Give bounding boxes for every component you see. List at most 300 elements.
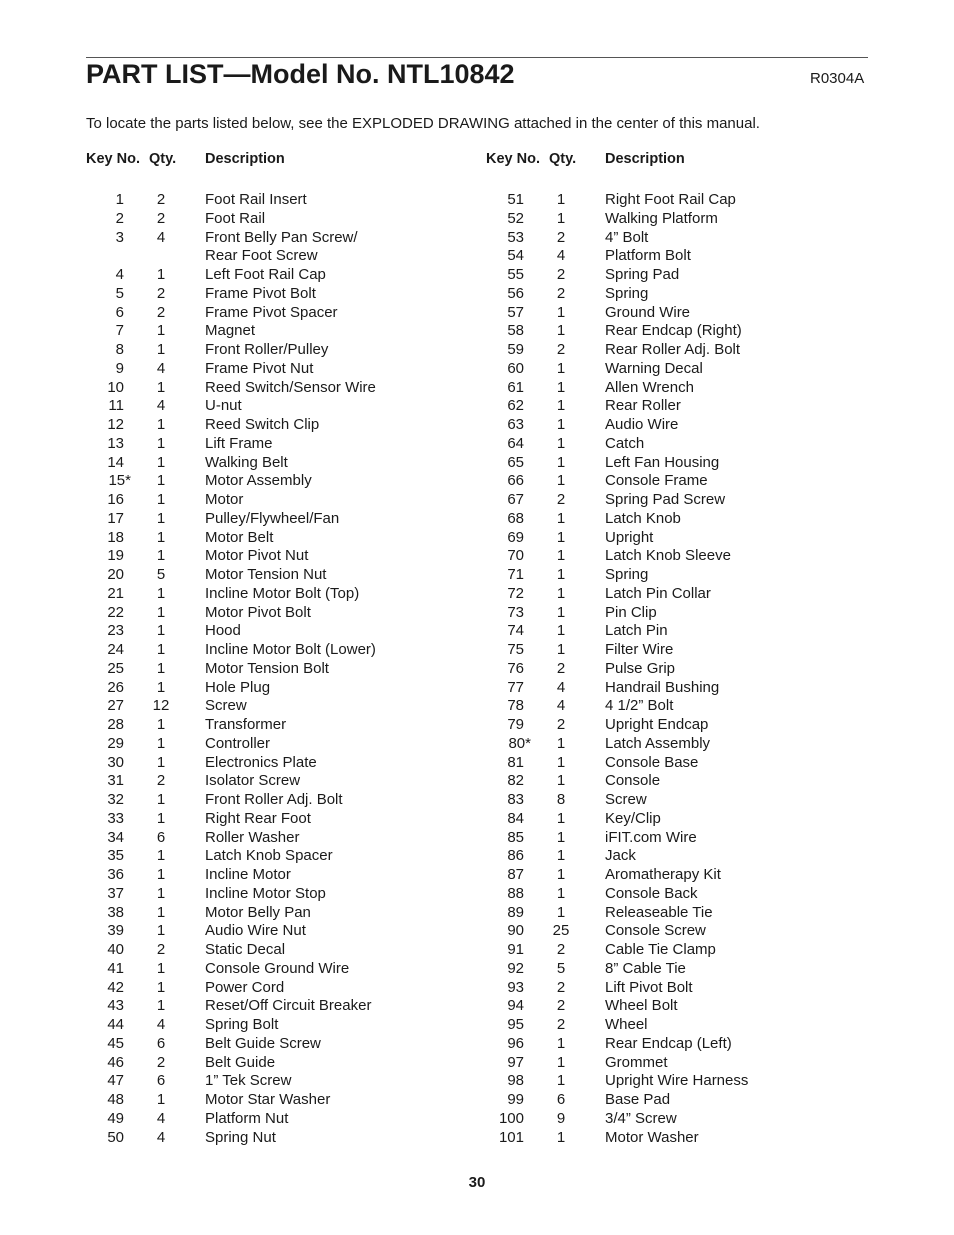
key-number: 63 xyxy=(507,416,524,433)
quantity: 4 xyxy=(556,697,566,715)
part-description: Warning Decal xyxy=(605,359,703,377)
key-number: 38 xyxy=(107,903,124,921)
quantity: 1 xyxy=(156,753,166,771)
key-number: 76 xyxy=(507,659,524,677)
quantity: 1 xyxy=(556,584,566,602)
quantity: 2 xyxy=(556,659,566,677)
quantity: 1 xyxy=(556,416,566,433)
quantity: 1 xyxy=(156,959,166,977)
key-number: 51 xyxy=(507,191,524,208)
key-number: 24 xyxy=(107,641,124,658)
part-description: Incline Motor xyxy=(205,866,291,883)
quantity: 2 xyxy=(556,716,566,733)
part-description: Spring Bolt xyxy=(205,1016,279,1033)
key-number: 1 xyxy=(115,191,124,208)
part-description: Audio Wire xyxy=(605,416,679,433)
part-description: Screw xyxy=(205,697,247,715)
key-number: 47 xyxy=(107,1072,124,1090)
quantity: 1 xyxy=(156,322,166,340)
document-code: R0304A xyxy=(810,70,865,87)
page-number: 30 xyxy=(468,1174,486,1191)
quantity: 1 xyxy=(556,603,566,621)
key-number: 6 xyxy=(115,303,124,321)
part-description: Incline Motor Bolt (Top) xyxy=(205,584,360,602)
key-number: 9 xyxy=(115,359,124,377)
quantity: 6 xyxy=(156,1034,166,1052)
part-description: Rear Endcap (Left) xyxy=(605,1034,732,1052)
key-number: 77 xyxy=(507,678,524,696)
quantity: 1 xyxy=(156,453,166,471)
quantity: 5 xyxy=(156,566,166,583)
quantity: 1 xyxy=(556,772,566,790)
key-number: 21 xyxy=(107,584,124,602)
part-description: Console xyxy=(605,772,661,790)
key-number: 34 xyxy=(107,828,124,846)
part-description: Spring Pad xyxy=(605,266,680,283)
key-number: 28 xyxy=(107,716,124,733)
part-description: Latch Assembly xyxy=(605,734,711,752)
part-description: Console Frame xyxy=(605,472,708,490)
quantity: 1 xyxy=(156,491,166,508)
key-number: 42 xyxy=(107,978,124,996)
key-number: 59 xyxy=(507,341,524,358)
part-description: Console Back xyxy=(605,884,698,902)
quantity: 1 xyxy=(156,678,166,696)
key-number: 66 xyxy=(507,472,524,490)
part-description: Controller xyxy=(205,734,271,752)
key-number: 60 xyxy=(507,359,524,377)
quantity: 6 xyxy=(156,1072,166,1090)
key-number: 80* xyxy=(508,734,531,752)
part-description: Lift Pivot Bolt xyxy=(605,978,693,996)
quantity: 2 xyxy=(156,772,166,790)
quantity: 1 xyxy=(156,884,166,902)
quantity: 1 xyxy=(156,434,166,452)
quantity: 1 xyxy=(556,809,566,827)
part-description: Spring Nut xyxy=(205,1128,276,1146)
key-number: 48 xyxy=(107,1091,124,1108)
key-number: 45 xyxy=(107,1034,124,1052)
quantity: 1 xyxy=(556,622,566,640)
quantity: 1 xyxy=(556,359,566,377)
quantity: 1 xyxy=(556,641,566,658)
quantity: 5 xyxy=(556,959,566,977)
quantity: 1 xyxy=(156,641,166,658)
key-number: 61 xyxy=(507,378,524,396)
quantity: 1 xyxy=(156,584,166,602)
quantity: 1 xyxy=(156,997,166,1015)
part-description: Rear Roller xyxy=(605,397,681,415)
key-number: 85 xyxy=(507,828,524,846)
part-description: 1” Tek Screw xyxy=(205,1072,292,1090)
quantity: 1 xyxy=(156,922,166,940)
part-description: 8” Cable Tie xyxy=(605,959,686,977)
quantity: 1 xyxy=(156,416,166,433)
key-number: 96 xyxy=(507,1034,524,1052)
quantity: 4 xyxy=(556,678,566,696)
key-number: 54 xyxy=(507,247,524,265)
key-number: 92 xyxy=(507,959,524,977)
part-description: Reed Switch Clip xyxy=(205,416,320,433)
key-number: 71 xyxy=(507,566,524,583)
key-number: 72 xyxy=(507,584,524,602)
quantity: 8 xyxy=(556,791,566,808)
key-number: 16 xyxy=(107,491,124,508)
key-number: 7 xyxy=(115,322,124,340)
qty-header: Qty. xyxy=(549,151,577,167)
quantity: 2 xyxy=(556,491,566,508)
part-description: Power Cord xyxy=(205,978,285,996)
description-header: Description xyxy=(205,151,285,167)
quantity: 1 xyxy=(556,191,566,208)
key-number: 49 xyxy=(107,1109,124,1127)
part-description: Upright Endcap xyxy=(605,716,709,733)
part-description: Aromatherapy Kit xyxy=(605,866,721,883)
key-number: 83 xyxy=(507,791,524,808)
part-description: Walking Belt xyxy=(205,453,288,471)
part-description: Hole Plug xyxy=(205,678,271,696)
part-description: Console Screw xyxy=(605,922,706,940)
key-number: 82 xyxy=(507,772,524,790)
key-number: 44 xyxy=(107,1016,124,1033)
key-number: 53 xyxy=(507,228,524,246)
key-number: 65 xyxy=(507,453,524,471)
part-description: Front Roller Adj. Bolt xyxy=(205,791,343,808)
part-description: Frame Pivot Nut xyxy=(205,359,314,377)
key-number: 10 xyxy=(107,378,124,396)
key-number: 35 xyxy=(107,847,124,865)
quantity: 1 xyxy=(556,753,566,771)
part-description: U-nut xyxy=(205,397,242,415)
key-number: 91 xyxy=(507,941,524,958)
description-header: Description xyxy=(605,151,685,167)
part-description: Right Foot Rail Cap xyxy=(605,191,736,208)
key-number: 15* xyxy=(108,472,131,490)
quantity: 25 xyxy=(552,922,570,940)
quantity: 2 xyxy=(556,266,566,283)
quantity: 2 xyxy=(556,978,566,996)
part-description: Walking Platform xyxy=(605,209,718,227)
part-description: Motor Pivot Nut xyxy=(205,547,309,565)
part-description: 4 1/2” Bolt xyxy=(605,697,674,715)
part-description: Pulley/Flywheel/Fan xyxy=(205,509,340,527)
part-description: Front Belly Pan Screw/ xyxy=(205,228,358,246)
part-description: Rear Roller Adj. Bolt xyxy=(605,341,741,358)
quantity: 1 xyxy=(556,1034,566,1052)
key-number: 2 xyxy=(115,209,124,227)
quantity: 1 xyxy=(156,266,166,283)
quantity: 1 xyxy=(156,847,166,865)
part-description: Motor Star Washer xyxy=(205,1091,331,1108)
part-description: Motor Washer xyxy=(605,1128,699,1146)
quantity: 4 xyxy=(156,1109,166,1127)
part-description: Ground Wire xyxy=(605,303,691,321)
quantity: 4 xyxy=(156,1128,166,1146)
part-description: Foot Rail Insert xyxy=(205,191,307,208)
key-number: 11 xyxy=(108,397,124,415)
part-description: Platform Nut xyxy=(205,1109,289,1127)
key-number: 46 xyxy=(107,1053,124,1071)
quantity: 1 xyxy=(556,472,566,490)
key-number: 39 xyxy=(107,922,124,940)
key-number: 74 xyxy=(507,622,524,640)
key-number: 93 xyxy=(507,978,524,996)
key-number: 70 xyxy=(507,547,524,565)
quantity: 1 xyxy=(156,809,166,827)
key-number: 36 xyxy=(107,866,124,883)
key-number: 94 xyxy=(507,997,524,1015)
key-number: 23 xyxy=(107,622,124,640)
part-description: Frame Pivot Bolt xyxy=(205,284,316,302)
part-description: Motor Pivot Bolt xyxy=(205,603,311,621)
part-description: Left Foot Rail Cap xyxy=(205,266,326,283)
quantity: 1 xyxy=(156,341,166,358)
key-number: 26 xyxy=(107,678,124,696)
quantity: 4 xyxy=(556,247,566,265)
part-description: Latch Pin xyxy=(605,622,668,640)
quantity: 1 xyxy=(556,828,566,846)
part-description: Releaseable Tie xyxy=(605,903,713,921)
part-description: Lift Frame xyxy=(205,434,273,452)
key-number: 97 xyxy=(507,1053,524,1071)
part-description: Electronics Plate xyxy=(205,753,317,771)
quantity: 1 xyxy=(556,884,566,902)
key-number: 25 xyxy=(107,659,124,677)
key-number: 88 xyxy=(507,884,524,902)
quantity: 2 xyxy=(556,1016,566,1033)
quantity: 1 xyxy=(556,209,566,227)
key-number: 64 xyxy=(507,434,524,452)
top-rule xyxy=(86,57,868,58)
key-number: 69 xyxy=(507,528,524,546)
key-number: 12 xyxy=(107,416,124,433)
part-description: Motor xyxy=(205,491,244,508)
quantity: 2 xyxy=(556,941,566,958)
part-description: Base Pad xyxy=(605,1091,671,1108)
quantity: 6 xyxy=(156,828,166,846)
quantity: 1 xyxy=(156,472,166,490)
part-description: Jack xyxy=(605,847,636,865)
quantity: 1 xyxy=(156,734,166,752)
key-number: 19 xyxy=(107,547,124,565)
key-number: 32 xyxy=(107,791,124,808)
key-number: 90 xyxy=(507,922,524,940)
part-description: Grommet xyxy=(605,1053,668,1071)
part-description: Spring xyxy=(605,566,649,583)
key-number: 81 xyxy=(507,753,524,771)
key-number: 78 xyxy=(507,697,524,715)
quantity: 4 xyxy=(156,359,166,377)
quantity: 4 xyxy=(156,228,166,246)
part-description: Roller Washer xyxy=(205,828,300,846)
quantity: 2 xyxy=(556,997,566,1015)
part-description: Reset/Off Circuit Breaker xyxy=(205,997,372,1015)
part-description: Front Roller/Pulley xyxy=(205,341,329,358)
quantity: 1 xyxy=(156,603,166,621)
part-description: Motor Belt xyxy=(205,528,274,546)
key-header: Key No. xyxy=(486,151,540,167)
quantity: 1 xyxy=(556,734,566,752)
quantity: 2 xyxy=(556,228,566,246)
quantity: 1 xyxy=(156,622,166,640)
quantity: 1 xyxy=(556,1072,566,1090)
part-description: Motor Belly Pan xyxy=(205,903,311,921)
key-number: 68 xyxy=(507,509,524,527)
part-description: Latch Knob Spacer xyxy=(205,847,333,865)
key-number: 31 xyxy=(107,772,124,790)
part-description: Cable Tie Clamp xyxy=(605,941,716,958)
quantity: 1 xyxy=(156,378,166,396)
key-number: 67 xyxy=(507,491,524,508)
quantity: 12 xyxy=(152,697,170,715)
key-number: 75 xyxy=(507,641,524,658)
key-number: 73 xyxy=(507,603,524,621)
qty-header: Qty. xyxy=(149,151,177,167)
part-description: 4” Bolt xyxy=(605,228,649,246)
part-description: Incline Motor Bolt (Lower) xyxy=(205,641,376,658)
quantity: 6 xyxy=(556,1091,566,1108)
part-description: Motor Tension Nut xyxy=(205,566,327,583)
key-number: 79 xyxy=(507,716,524,733)
part-description: Allen Wrench xyxy=(605,378,694,396)
quantity: 1 xyxy=(156,903,166,921)
key-number: 87 xyxy=(507,866,524,883)
part-description: Spring xyxy=(605,284,649,302)
key-number: 29 xyxy=(107,734,124,752)
key-number: 33 xyxy=(107,809,124,827)
part-description: Upright xyxy=(605,528,654,546)
quantity: 4 xyxy=(156,397,166,415)
key-number: 20 xyxy=(107,566,124,583)
quantity: 4 xyxy=(156,1016,166,1033)
part-description: iFIT.com Wire xyxy=(605,828,697,846)
intro-text: To locate the parts listed below, see the EXPLODED DRAWING attached in the center of this manual. xyxy=(86,115,760,132)
quantity: 1 xyxy=(156,509,166,527)
key-number: 95 xyxy=(507,1016,524,1033)
quantity: 1 xyxy=(556,1053,566,1071)
key-number: 62 xyxy=(507,397,524,415)
part-description: Pin Clip xyxy=(605,603,657,621)
key-number: 3 xyxy=(115,228,124,246)
part-description: Key/Clip xyxy=(605,809,661,827)
quantity: 1 xyxy=(156,866,166,883)
part-description: Right Rear Foot xyxy=(205,809,311,827)
quantity: 1 xyxy=(156,659,166,677)
part-description: Belt Guide Screw xyxy=(205,1034,321,1052)
key-number: 41 xyxy=(107,959,124,977)
key-number: 22 xyxy=(107,603,124,621)
part-description: Handrail Bushing xyxy=(605,678,720,696)
key-number: 8 xyxy=(115,341,124,358)
key-number: 14 xyxy=(107,453,124,471)
part-description: Console Ground Wire xyxy=(205,959,350,977)
quantity: 1 xyxy=(556,397,566,415)
part-description: Incline Motor Stop xyxy=(205,884,326,902)
key-number: 13 xyxy=(107,434,124,452)
quantity: 1 xyxy=(556,547,566,565)
part-description: Latch Knob Sleeve xyxy=(605,547,731,565)
key-number: 57 xyxy=(507,303,524,321)
key-number: 4 xyxy=(115,266,124,283)
key-number: 58 xyxy=(507,322,524,340)
part-description: Latch Knob xyxy=(605,509,681,527)
part-description: Left Fan Housing xyxy=(605,453,720,471)
key-number: 56 xyxy=(507,284,524,302)
part-description: Catch xyxy=(605,434,645,452)
part-description: Motor Tension Bolt xyxy=(205,659,329,677)
quantity: 2 xyxy=(156,941,166,958)
quantity: 9 xyxy=(556,1109,566,1127)
quantity: 2 xyxy=(156,209,166,227)
part-description: Magnet xyxy=(205,322,256,340)
key-number: 89 xyxy=(507,903,524,921)
part-description: Rear Foot Screw xyxy=(205,247,318,265)
quantity: 1 xyxy=(156,791,166,808)
part-description: Platform Bolt xyxy=(605,247,691,265)
quantity: 2 xyxy=(156,1053,166,1071)
key-number: 55 xyxy=(507,266,524,283)
part-description: Console Base xyxy=(605,753,699,771)
key-number: 40 xyxy=(107,941,124,958)
quantity: 2 xyxy=(156,191,166,208)
part-description: Filter Wire xyxy=(605,641,674,658)
part-description: Wheel xyxy=(605,1016,648,1033)
key-number: 84 xyxy=(507,809,524,827)
quantity: 1 xyxy=(556,847,566,865)
part-description: Audio Wire Nut xyxy=(205,922,306,940)
part-description: Screw xyxy=(605,791,647,808)
part-description: Wheel Bolt xyxy=(605,997,678,1015)
quantity: 1 xyxy=(156,978,166,996)
part-description: Reed Switch/Sensor Wire xyxy=(205,378,376,396)
key-number: 5 xyxy=(115,284,124,302)
part-description: 3/4” Screw xyxy=(605,1109,677,1127)
key-number: 17 xyxy=(107,509,124,527)
quantity: 1 xyxy=(556,453,566,471)
key-number: 52 xyxy=(507,209,524,227)
quantity: 1 xyxy=(156,547,166,565)
quantity: 1 xyxy=(556,378,566,396)
key-number: 30 xyxy=(107,753,124,771)
part-description: Isolator Screw xyxy=(205,772,301,790)
part-description: Static Decal xyxy=(205,941,286,958)
key-number: 101 xyxy=(498,1128,524,1146)
part-description: Frame Pivot Spacer xyxy=(205,303,338,321)
key-number: 100 xyxy=(498,1109,524,1127)
quantity: 1 xyxy=(156,1091,166,1108)
quantity: 2 xyxy=(556,284,566,302)
quantity: 1 xyxy=(556,303,566,321)
quantity: 1 xyxy=(556,866,566,883)
quantity: 1 xyxy=(156,528,166,546)
part-description: Pulse Grip xyxy=(605,659,676,677)
part-description: Spring Pad Screw xyxy=(605,491,726,508)
key-number: 86 xyxy=(507,847,524,865)
key-number: 27 xyxy=(107,697,124,715)
quantity: 2 xyxy=(156,303,166,321)
part-description: Hood xyxy=(205,622,241,640)
part-description: Foot Rail xyxy=(205,209,266,227)
key-number: 99 xyxy=(507,1091,524,1108)
quantity: 1 xyxy=(556,434,566,452)
quantity: 1 xyxy=(556,528,566,546)
quantity: 1 xyxy=(556,903,566,921)
quantity: 1 xyxy=(556,566,566,583)
part-description: Motor Assembly xyxy=(205,472,312,490)
page-title: PART LIST—Model No. NTL10842 xyxy=(86,59,515,89)
part-description: Latch Pin Collar xyxy=(605,584,711,602)
key-number: 98 xyxy=(507,1072,524,1090)
